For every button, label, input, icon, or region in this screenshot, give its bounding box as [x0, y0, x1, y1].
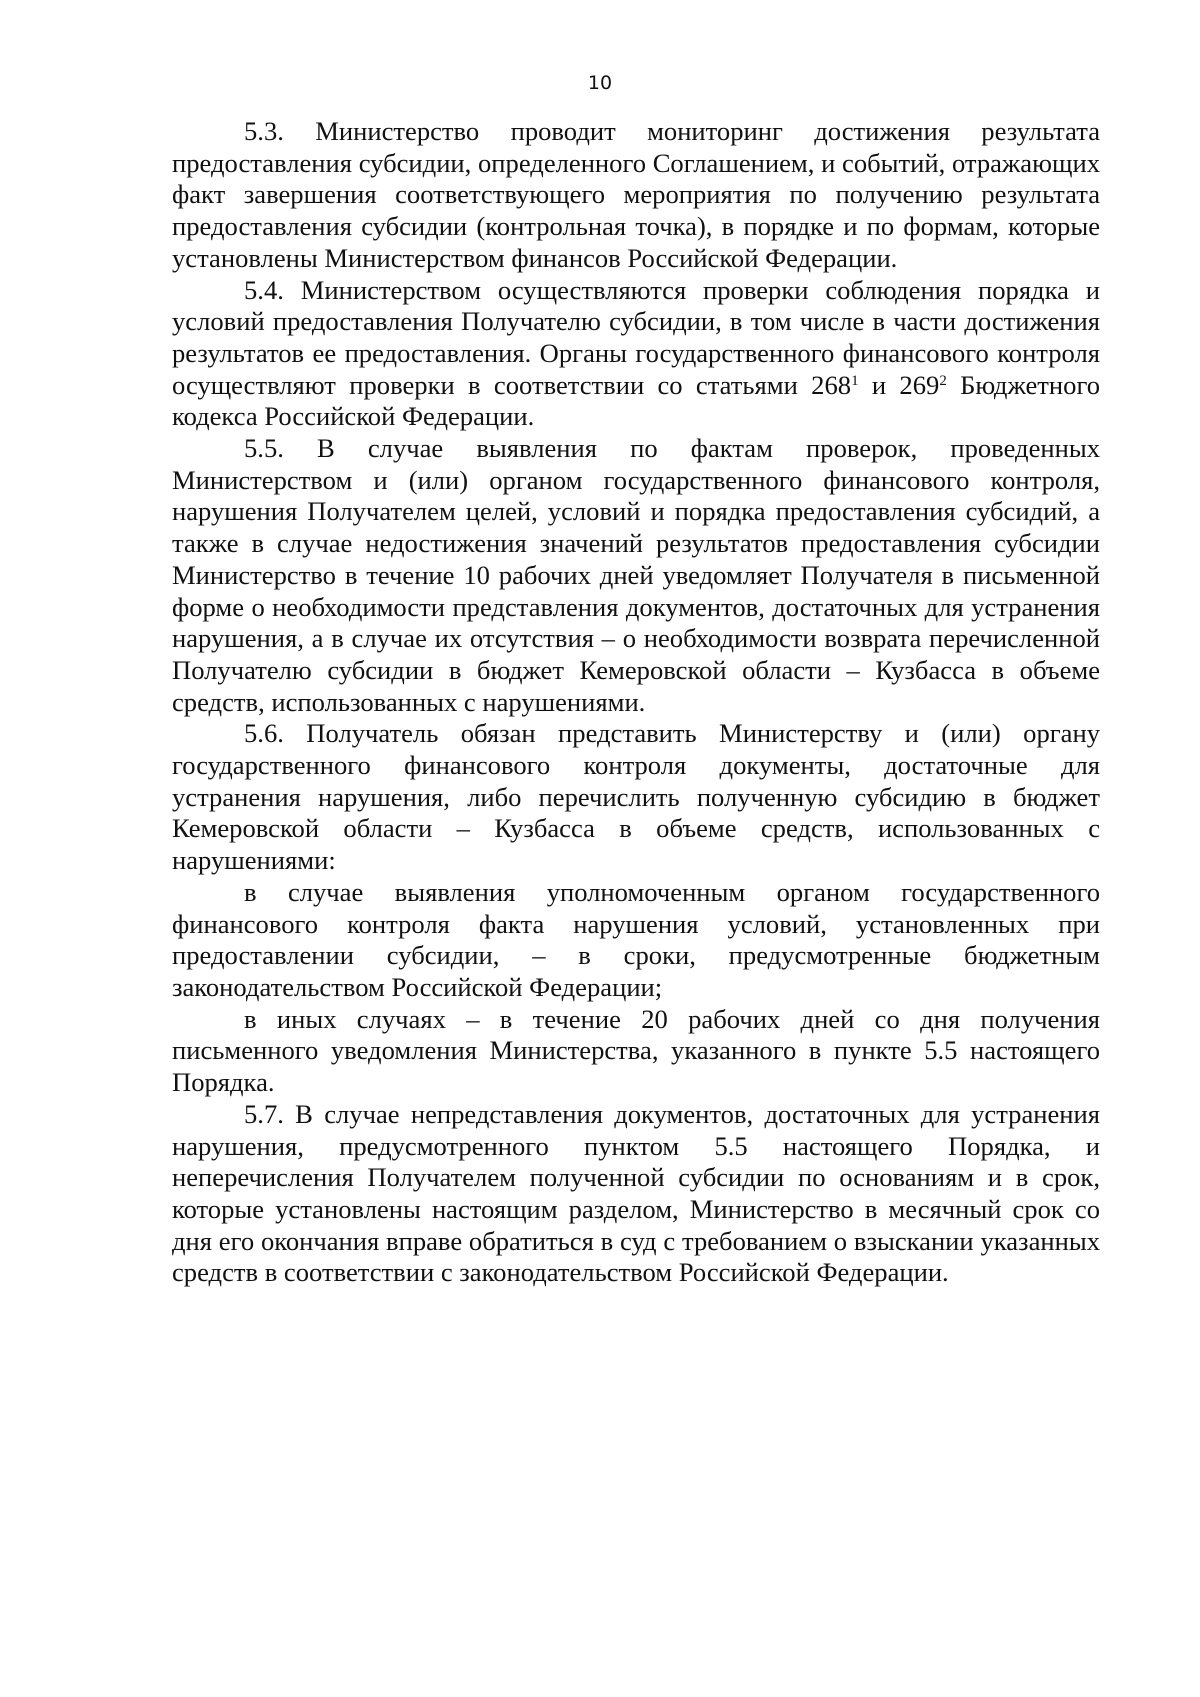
paragraph-5-7: 5.7. В случае непредставления документов, достаточных для устранения нарушения, предусмотренного пунктом 5.5 настоящего Порядка, и неперечисления Получателем полученной субсидии по основаниям и в срок, которые установлены настоящим разделом, Министерство в месячный срок со дня его окончания вправе обратиться в суд с требованием о взыскании указанных средств в соответствии с законодательством Российской Федерации.	[172, 1098, 1100, 1288]
page-number: 10	[587, 72, 613, 94]
paragraph-5-6: 5.6. Получатель обязан представить Министерству и (или) органу государственного финансового контроля документы, достаточные для устранения нарушения, либо перечислить полученную субсидию в бюджет Кемеровской области – Кузбасса в объеме средств, использованных с нарушениями:	[172, 718, 1100, 876]
paragraph-5-3: 5.3. Министерство проводит мониторинг достижения результата предоставления субсидии, определенного Соглашением, и событий, отражающих факт завершения соответствующего мероприятия по получению результата предоставления субсидии (контрольная точка), в порядке и по формам, которые установлены Министерством финансов Российской Федерации.	[172, 116, 1100, 273]
paragraph-5-4	[172, 275, 1100, 434]
paragraph-5-6-case-2: в иных случаях – в течение 20 рабочих дней со дня получения письменного уведомления Министерства, указанного в пункте 5.5 настоящего Порядка.	[172, 1003, 1100, 1098]
paragraph-5-4-text-end: Бюджетного кодекса Российской Федерации.	[172, 369, 1100, 432]
paragraph-5-6-case-1: в случае выявления уполномоченным органом государственного финансового контроля факта нарушения условий, установленных при предоставлении субсидии, – в сроки, предусмотренные бюджетным законодательством Российской Федерации;	[172, 876, 1100, 1002]
document-body	[172, 116, 1100, 1289]
paragraph-5-5: 5.5. В случае выявления по фактам проверок, проведенных Министерством и (или) органом государственного финансового контроля, нарушения Получателем целей, условий и порядка предоставления субсидий, а также в случае недостижения значений результатов предоставления субсидии Министерство в течение 10 рабочих дней уведомляет Получателя в письменной форме о необходимости представления документов, достаточных для устранения нарушения, а в случае их отсутствия – о необходимости возврата перечисленной Получателю субсидии в бюджет Кемеровской области – Кузбасса в объеме средств, использованных с нарушениями.	[172, 433, 1100, 717]
footnote-mark-1: 1	[851, 372, 859, 389]
paragraph-5-4-text-cont: и 269	[858, 369, 940, 400]
paragraph-5-4-text: 5.4. Министерством осуществляются проверки соблюдения порядка и условий предоставления Получателю субсидии, в том числе в части достижения результатов ее предоставления. Органы государственного финансового контроля осуществляют проверки в соответствии со статьями 268	[172, 274, 1100, 400]
footnote-mark-2: 2	[939, 372, 947, 389]
